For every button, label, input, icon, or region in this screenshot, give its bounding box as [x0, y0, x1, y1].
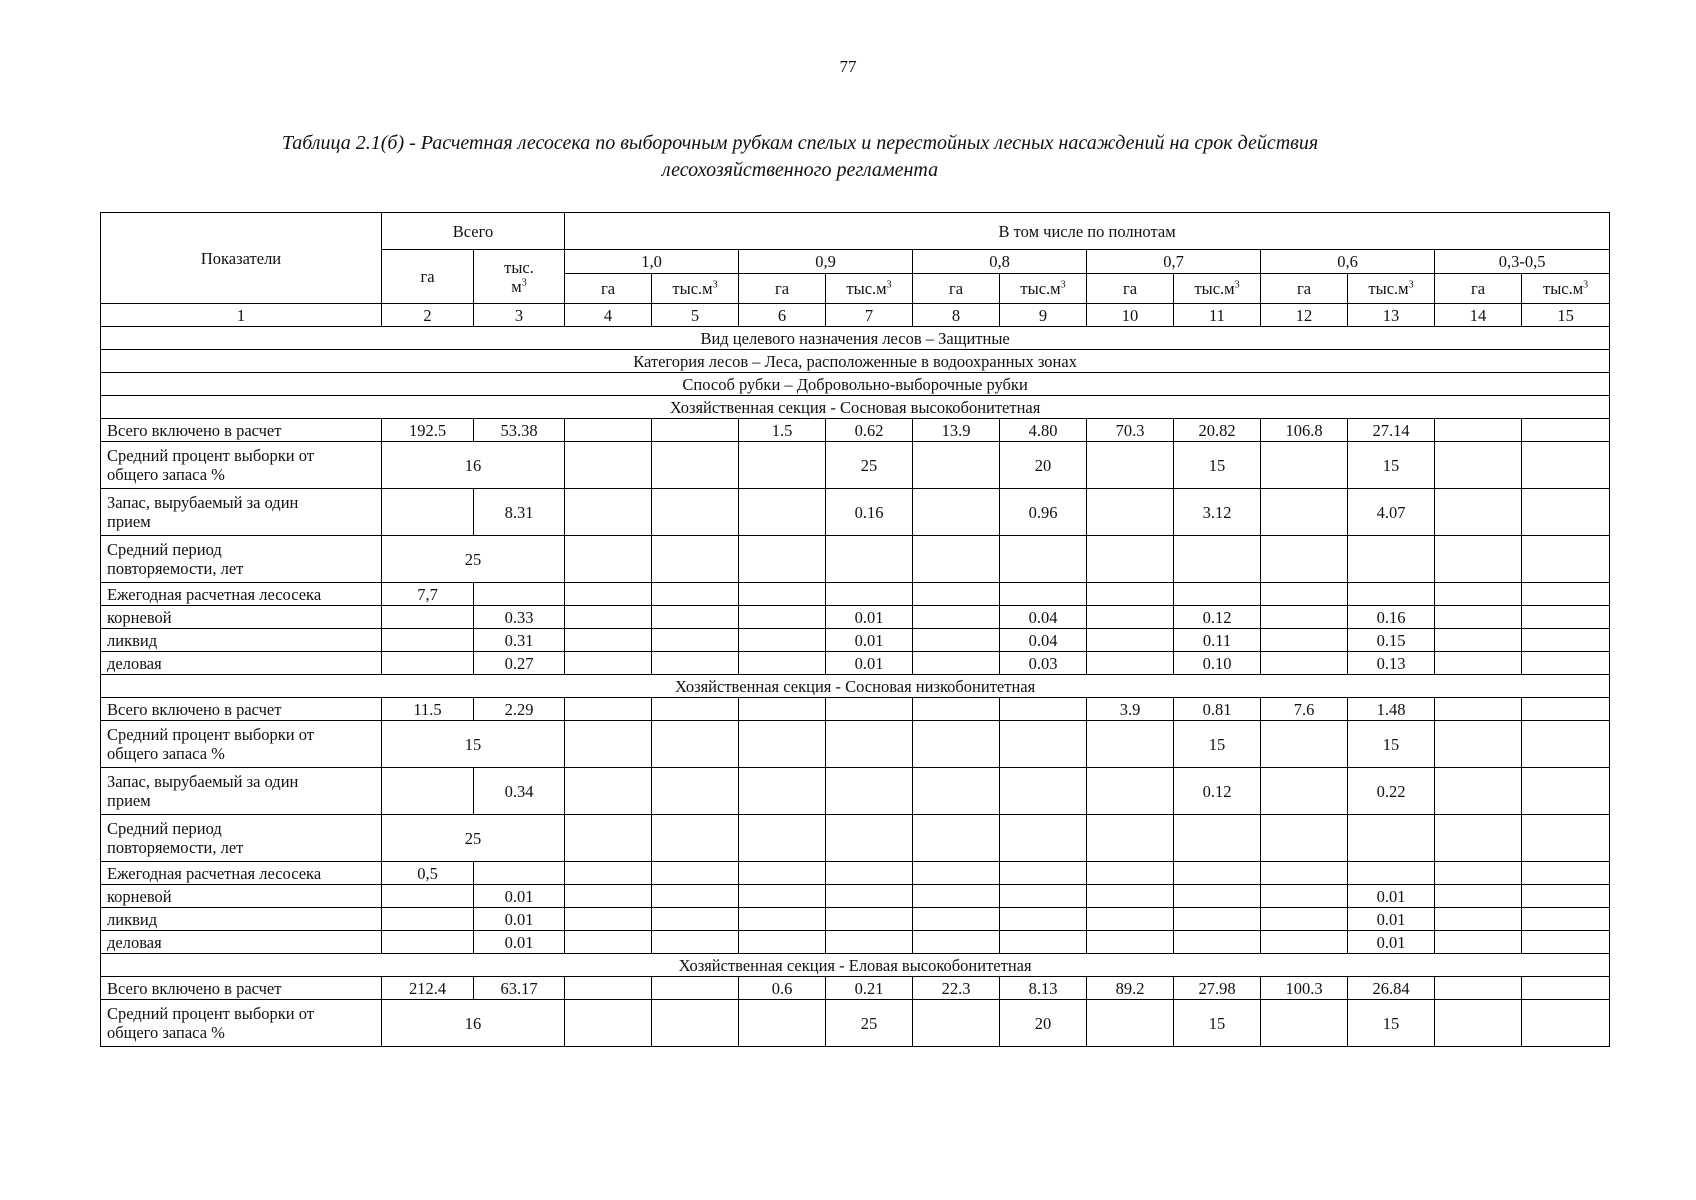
table-cell: 15 [1348, 1000, 1435, 1047]
table-cell: 11.5 [382, 698, 474, 721]
table-cell: 0.33 [474, 606, 565, 629]
table-cell: 0.01 [826, 629, 913, 652]
table-cell: 0.10 [1174, 652, 1261, 675]
table-cell [913, 698, 1000, 721]
table-cell: 63.17 [474, 977, 565, 1000]
column-number: 15 [1522, 304, 1610, 327]
section-row [101, 373, 1610, 396]
table-cell: 0.01 [474, 908, 565, 931]
page-number: 77 [839, 57, 857, 76]
table-cell: 27.98 [1174, 977, 1261, 1000]
table-cell: 2.29 [474, 698, 565, 721]
row-label: Средний процент выборки от общего запаса % [101, 442, 382, 489]
table-row [101, 698, 1610, 721]
section-row [101, 350, 1610, 373]
table-row [101, 862, 1610, 885]
column-number: 1 [101, 304, 382, 327]
row-label: ликвид [101, 908, 382, 931]
table-cell: 0.04 [1000, 629, 1087, 652]
table-cell: 0.27 [474, 652, 565, 675]
row-label: деловая [101, 652, 382, 675]
table-cell [826, 698, 913, 721]
section-category: Категория лесов – Леса, расположенные в водоохранных зонах [101, 350, 1610, 373]
section-row [101, 327, 1610, 350]
table-cell [565, 977, 652, 1000]
table-cell: 0.01 [1348, 908, 1435, 931]
table-cell: 0.15 [1348, 629, 1435, 652]
table-caption [160, 130, 1440, 184]
table-cell: 0.13 [1348, 652, 1435, 675]
table-cell [1522, 977, 1610, 1000]
table-cell: 0.31 [474, 629, 565, 652]
table-row [101, 583, 1610, 606]
unit-m3: $тыс.м^3$ [1348, 274, 1435, 304]
table-cell: 0.11 [1174, 629, 1261, 652]
table-cell: 3.12 [1174, 489, 1261, 536]
row-label: корневой [101, 606, 382, 629]
row-label: Запас, вырубаемый за один прием [101, 489, 382, 536]
table-cell: 13.9 [913, 419, 1000, 442]
table-cell [652, 698, 739, 721]
table-cell: 0.21 [826, 977, 913, 1000]
table-cell: 16 [382, 442, 565, 489]
table-cell: 25 [826, 442, 913, 489]
table-cell: 0.01 [474, 931, 565, 954]
column-number: 11 [1174, 304, 1261, 327]
column-number: 13 [1348, 304, 1435, 327]
table-row [101, 908, 1610, 931]
table-cell [565, 419, 652, 442]
table-cell: 7.6 [1261, 698, 1348, 721]
table-cell: 0.01 [826, 652, 913, 675]
row-label: Ежегодная расчетная лесосека [101, 583, 382, 606]
table-cell: 0.01 [826, 606, 913, 629]
row-label: Средний процент выборки от общего запаса % [101, 721, 382, 768]
table-row [101, 652, 1610, 675]
table-row [101, 629, 1610, 652]
table-cell: 4.80 [1000, 419, 1087, 442]
table-row [101, 536, 1610, 583]
density-0-6: 0,6 [1261, 250, 1435, 274]
header-total: Всего [382, 213, 565, 250]
table-cell: 0,5 [382, 862, 474, 885]
table-cell: 0.81 [1174, 698, 1261, 721]
table-row [101, 721, 1610, 768]
table-row [101, 489, 1610, 536]
density-0-8: 0,8 [913, 250, 1087, 274]
table-row [101, 885, 1610, 908]
unit-m3: $тыс.м^3$ [826, 274, 913, 304]
table-cell: 0.03 [1000, 652, 1087, 675]
table-row [101, 815, 1610, 862]
table-cell: 70.3 [1087, 419, 1174, 442]
column-number: 6 [739, 304, 826, 327]
table-cell [1435, 977, 1522, 1000]
table-cell: 0.6 [739, 977, 826, 1000]
column-number: 7 [826, 304, 913, 327]
table-cell: 15 [1348, 721, 1435, 768]
table-cell: 0.34 [474, 768, 565, 815]
table-cell: 8.13 [1000, 977, 1087, 1000]
row-label: Всего включено в расчет [101, 977, 382, 1000]
unit-m3: $тыс.м^3$ [1174, 274, 1261, 304]
table-cell: 4.07 [1348, 489, 1435, 536]
table-cell: 89.2 [1087, 977, 1174, 1000]
column-number: 4 [565, 304, 652, 327]
section-method: Способ рубки – Добровольно-выборочные рубки [101, 373, 1610, 396]
row-label: Средний период повторяемости, лет [101, 815, 382, 862]
unit-ha: га [565, 274, 652, 304]
table-cell: 25 [382, 536, 565, 583]
table-cell: 16 [382, 1000, 565, 1047]
caption-line-2: лесохозяйственного регламента [661, 159, 939, 181]
table-cell: 100.3 [1261, 977, 1348, 1000]
table-cell: 212.4 [382, 977, 474, 1000]
caption-line-1: Таблица 2.1(б) - Расчетная лесосека по выборочным рубкам спелых и перестойных лесных насаждений на срок действия [281, 132, 1319, 154]
column-number: 12 [1261, 304, 1348, 327]
table-cell: 0.12 [1174, 606, 1261, 629]
table-row [101, 977, 1610, 1000]
table-row [101, 931, 1610, 954]
table-cell: 7,7 [382, 583, 474, 606]
header-row [101, 213, 1610, 250]
table-cell: 0.01 [1348, 885, 1435, 908]
table-cell: 15 [1174, 721, 1261, 768]
column-number: 2 [382, 304, 474, 327]
column-number: 8 [913, 304, 1000, 327]
table-cell: 53.38 [474, 419, 565, 442]
column-number: 9 [1000, 304, 1087, 327]
table-cell: 3.9 [1087, 698, 1174, 721]
unit-ha: га [1435, 274, 1522, 304]
table-cell: 0.12 [1174, 768, 1261, 815]
table-cell: 15 [1174, 1000, 1261, 1047]
unit-m3: $тыс.м^3$ [1000, 274, 1087, 304]
table-cell: 25 [826, 1000, 913, 1047]
density-0-7: 0,7 [1087, 250, 1261, 274]
row-label: корневой [101, 885, 382, 908]
table-cell [652, 977, 739, 1000]
section-pine-high: Хозяйственная секция - Сосновая высокобонитетная [101, 396, 1610, 419]
table-cell: 20 [1000, 442, 1087, 489]
column-number: 3 [474, 304, 565, 327]
section-purpose: Вид целевого назначения лесов – Защитные [101, 327, 1610, 350]
table-cell [652, 419, 739, 442]
column-number: 5 [652, 304, 739, 327]
table-cell: 15 [1348, 442, 1435, 489]
column-number: 14 [1435, 304, 1522, 327]
table-cell: 15 [1174, 442, 1261, 489]
allowable-cut-table [100, 212, 1610, 1047]
table-cell: 0.22 [1348, 768, 1435, 815]
row-label: деловая [101, 931, 382, 954]
table-cell: 0.62 [826, 419, 913, 442]
unit-m3: $тыс.м^3$ [652, 274, 739, 304]
section-spruce-high: Хозяйственная секция - Еловая высокобонитетная [101, 954, 1610, 977]
section-row [101, 675, 1610, 698]
table-row [101, 768, 1610, 815]
table-cell: 8.31 [474, 489, 565, 536]
section-pine-low: Хозяйственная секция - Сосновая низкобонитетная [101, 675, 1610, 698]
density-0-3-0-5: 0,3-0,5 [1435, 250, 1610, 274]
table-cell [1522, 419, 1610, 442]
row-label: Всего включено в расчет [101, 698, 382, 721]
table-row [101, 442, 1610, 489]
row-label: ликвид [101, 629, 382, 652]
table-cell: 106.8 [1261, 419, 1348, 442]
table-cell: 0.04 [1000, 606, 1087, 629]
table-cell: 25 [382, 815, 565, 862]
table-row [101, 606, 1610, 629]
table-cell: 1.48 [1348, 698, 1435, 721]
unit-m3: $тыс.м^3$ [1522, 274, 1610, 304]
header-total-m3: тыс. $м^3$ [474, 250, 565, 304]
table-row [101, 1000, 1610, 1047]
table-cell: 15 [382, 721, 565, 768]
unit-ha: га [1087, 274, 1174, 304]
table-cell [1522, 698, 1610, 721]
section-row [101, 396, 1610, 419]
table-cell: 20.82 [1174, 419, 1261, 442]
header-indicators: Показатели [101, 213, 382, 304]
row-label: Средний период повторяемости, лет [101, 536, 382, 583]
row-label: Средний процент выборки от общего запаса % [101, 1000, 382, 1047]
table-cell: 0.01 [474, 885, 565, 908]
row-label: Ежегодная расчетная лесосека [101, 862, 382, 885]
table-cell [565, 698, 652, 721]
column-number-row [101, 304, 1610, 327]
table-cell [739, 698, 826, 721]
table-cell: 1.5 [739, 419, 826, 442]
density-0-9: 0,9 [739, 250, 913, 274]
table-cell: 0.01 [1348, 931, 1435, 954]
table-cell [1435, 698, 1522, 721]
table-cell: 22.3 [913, 977, 1000, 1000]
row-label: Запас, вырубаемый за один прием [101, 768, 382, 815]
density-1-0: 1,0 [565, 250, 739, 274]
table-cell [1435, 419, 1522, 442]
unit-ha: га [739, 274, 826, 304]
table-cell: 0.16 [1348, 606, 1435, 629]
table-cell: 27.14 [1348, 419, 1435, 442]
table-cell [1000, 698, 1087, 721]
unit-ha: га [913, 274, 1000, 304]
unit-ha: га [1261, 274, 1348, 304]
table-row [101, 419, 1610, 442]
row-label: Всего включено в расчет [101, 419, 382, 442]
column-number: 10 [1087, 304, 1174, 327]
section-row [101, 954, 1610, 977]
table-cell: 0.96 [1000, 489, 1087, 536]
header-including: В том числе по полнотам [565, 213, 1610, 250]
table-cell: 20 [1000, 1000, 1087, 1047]
header-total-ha: га [382, 250, 474, 304]
table-cell: 192.5 [382, 419, 474, 442]
table-cell: 0.16 [826, 489, 913, 536]
table-cell: 26.84 [1348, 977, 1435, 1000]
